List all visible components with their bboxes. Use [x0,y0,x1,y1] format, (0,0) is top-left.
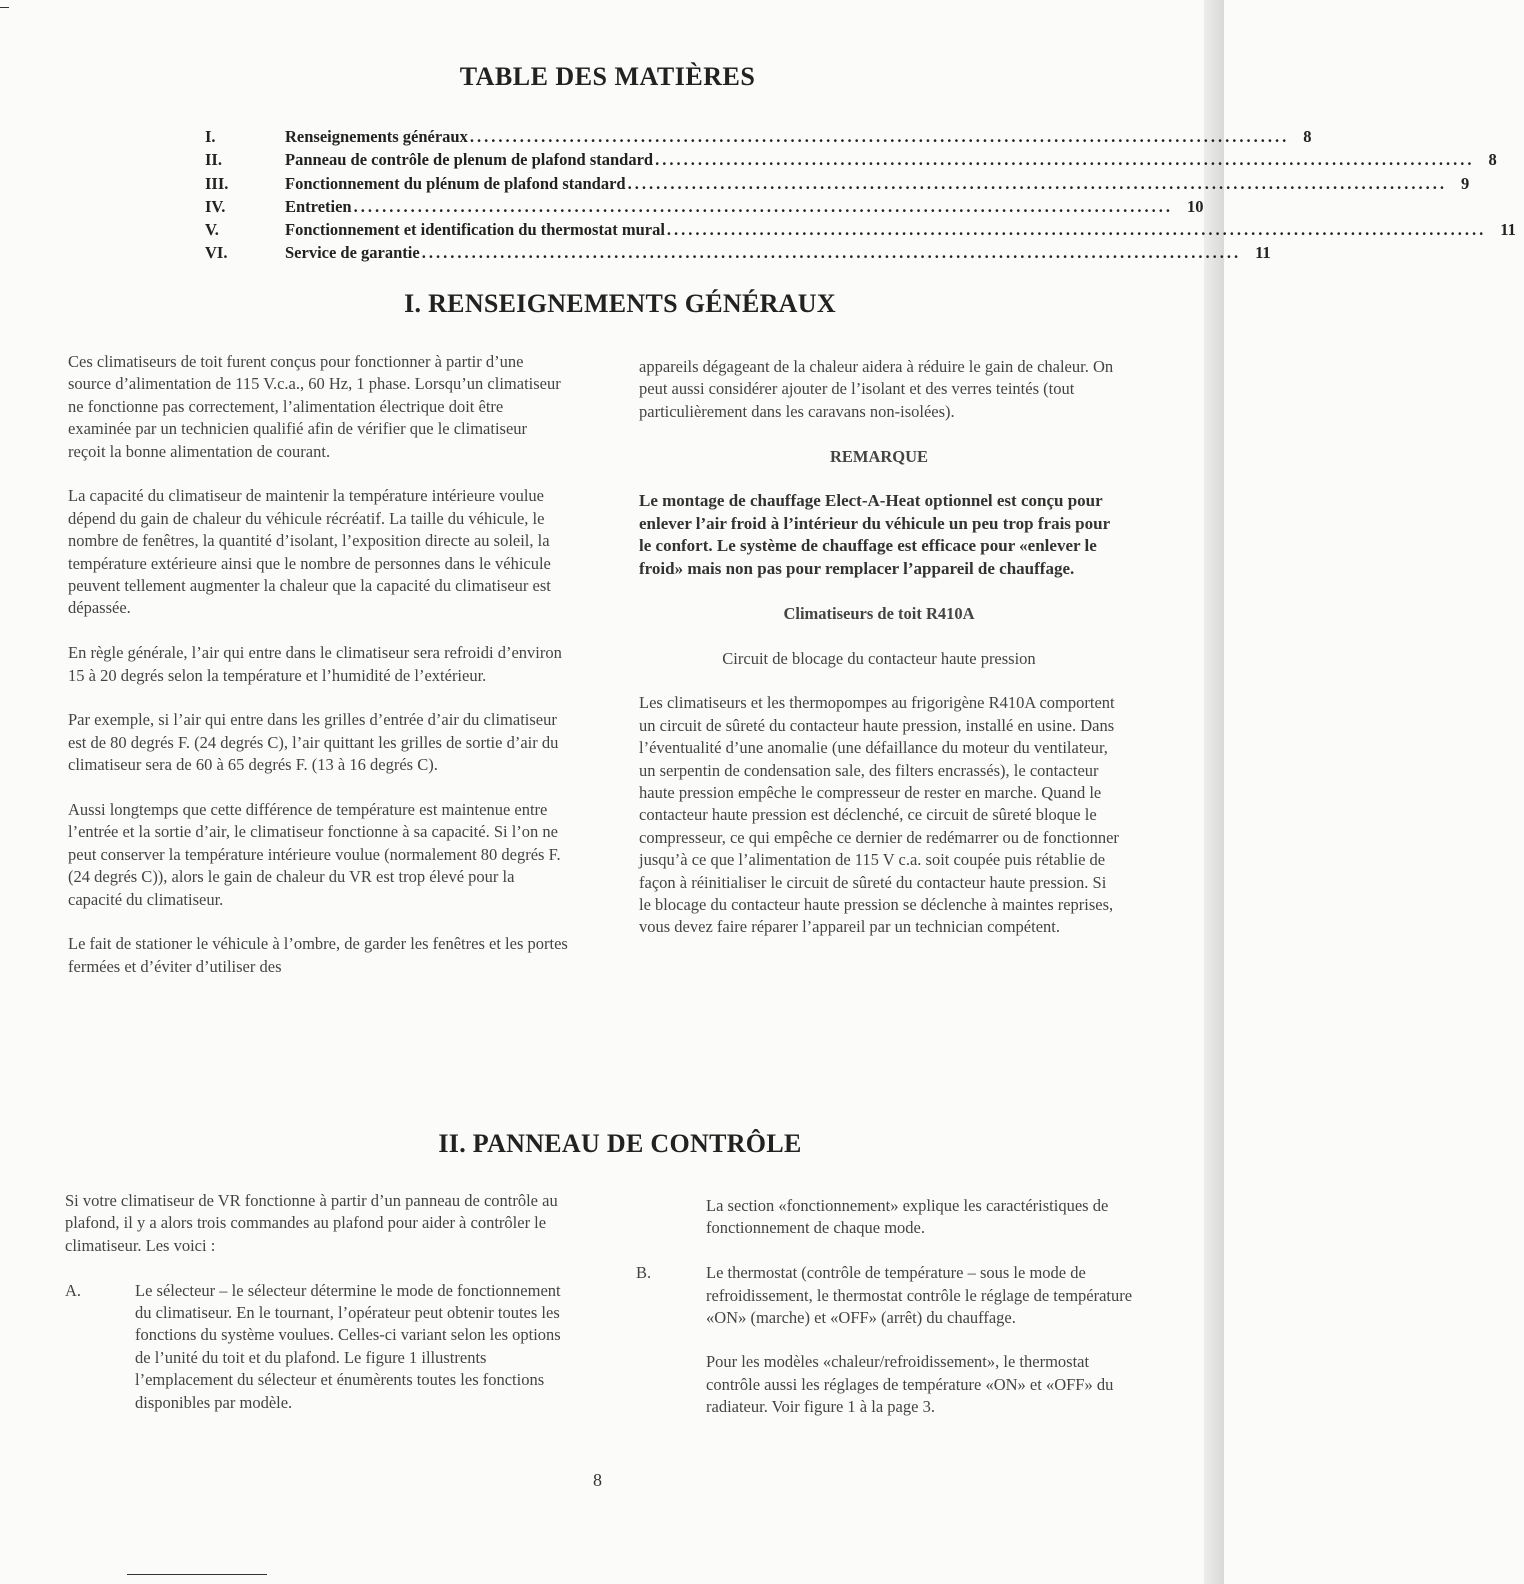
toc-entry-title: Fonctionnement et identification du thermostat mural [285,220,665,240]
paragraph: Aussi longtemps que cette différence de température est maintenue entre l’entrée et la sortie d’air, le climatiseur fonctionne à sa capacité. Si l’on ne peut conserver la température intérieure voulue (normalement 80 degrés F. (24 degrés C)), alors le gain de chaleur du VR est trop élevé pour la capacité du climatiseur. [68,800,561,909]
list-item-b [636,1262,1136,1329]
paragraph: Pour les modèles «chaleur/refroidissement», le thermostat contrôle aussi les réglages de température «ON» et «OFF» du radiateur. Voir figure 1 à la page 3. [706,1352,1114,1417]
toc-entry-number: V. [205,220,219,240]
toc-entry-page: 11 [1500,220,1516,240]
toc-entry[interactable] [205,150,1497,173]
toc-entry-title: Renseignements généraux [285,127,468,146]
paragraph: En règle générale, l’air qui entre dans le climatiseur sera refroidi d’environ 15 à 20 degrés selon la température et l’humidité de l’extérieur. [68,643,562,685]
page-number: 8 [593,1470,602,1490]
toc-leader-dots: ................................................................................................................... [655,150,1475,170]
remark-heading: REMARQUE [829,446,929,466]
section1-right-column [639,356,1119,961]
toc-leader-dots: ................................................................................................................... [353,196,1173,216]
toc-entry[interactable] [205,173,1470,197]
toc-leader-dots: ................................................................................................................... [666,220,1487,240]
paragraph: Ces climatiseurs de toit furent conçus pour fonctionner à partir d’une source d’alimentation de 115 V.c.a., 60 Hz, 1 phase. Lorsqu’un climatiseur ne fonctionne pas correctement, l’alimentation électrique doit être examinée par un technicien qualifié afin de vérifier que le climatiseur reçoit la bonne alimentation de courant. [68,352,561,461]
toc-entry-number: III. [205,173,229,193]
toc-entry-page: 10 [1186,196,1204,216]
section1-left-column [68,351,568,1001]
r410a-heading: Climatiseurs de toit R410A [783,603,975,623]
toc-entry-title: Service de garantie [285,243,420,263]
toc-entry-page: 8 [1488,150,1497,170]
section-heading-control-panel: II. PANNEAU DE CONTRÔLE [438,1129,802,1158]
toc-entry[interactable] [205,127,1312,150]
toc-entry-number: IV. [205,196,226,216]
toc-entry-number: II. [205,150,222,170]
list-item-text: Le sélecteur – le sélecteur détermine le mode de fonctionnement du climatiseur. En le tournant, l’opérateur peut obtenir toutes les fonctions du système voulues. Celles-ci variant selon les options de l’unité du toit et du plafond. Le figure 1 illustrents l’emplacement du sélecteur et énumèrents toutes les fonctions disponibles par modèle. [135,1280,561,1412]
toc-entry-page: 9 [1461,173,1470,193]
list-item-text: Le thermostat (contrôle de température – sous le mode de refroidissement, le thermostat contrôle le réglage de température «ON» (marche) et «OFF» (arrêt) du chauffage. [706,1263,1133,1328]
list-item-a [65,1280,565,1414]
footnote-rule [127,1574,267,1575]
toc-entry-title: Entretien [285,196,352,216]
toc-leader-dots: ................................................................................................................... [469,127,1290,146]
toc-entry-number: I. [205,127,216,146]
paragraph: appareils dégageant de la chaleur aidera à réduire le gain de chaleur. On peut aussi considérer ajouter de l’isolant et des verres teintés (tout particulièrement dans les caravans non-isolées). [639,357,1114,421]
paragraph: Si votre climatiseur de VR fonctionne à partir d’un panneau de contrôle au plafond, il y a alors trois commandes au plafond pour aider à contrôler le climatiseur. Les voici : [65,1191,558,1255]
r410a-subheading: Circuit de blocage du contacteur haute pression [722,648,1036,668]
toc-entry[interactable] [205,220,1516,243]
paragraph: La section «fonctionnement» explique les caractéristiques de fonctionnement de chaque mode. [706,1196,1109,1238]
toc-entry[interactable] [205,196,1204,220]
corner-mark [0,7,9,8]
paragraph: Par exemple, si l’air qui entre dans les grilles d’entrée d’air du climatiseur est de 80 degrés F. (24 degrés C), l’air quittant les grilles de sortie d’air du climatiseur sera de 60 à 65 degrés F. (13 à 16 degrés C). [68,710,559,775]
section2-right-column [636,1195,1136,1441]
paragraph: Les climatiseurs et les thermopompes au frigorigène R410A comportent un circuit de sûreté du contacteur haute pression, installé en usine. Dans l’éventualité d’une anomalie (une défaillance du moteur du ventilateur, un serpentin de condensation sale, des filters encrassés), le contacteur haute pression empêche le compresseur de rester en marche. Quand le contacteur haute pression est déclenché, ce circuit de sûreté bloque le compresseur, ce qui empêche ce dernier de redémarrer ou de fonctionner jusqu’à ce que l’alimentation de 115 V c.a. soit coupée puis rétablie de façon à réinitialiser le circuit de sûreté du contacteur haute pression. Si le blocage du contacteur haute pression se déclenche à maintes reprises, vous devez faire réparer l’appareil par un technician compétent. [639,693,1119,937]
list-item-letter: B. [636,1263,652,1283]
toc-leader-dots: ................................................................................................................... [421,243,1242,263]
toc-leader-dots: ................................................................................................................... [627,173,1447,193]
toc-entry-title: Fonctionnement du plénum de plafond standard [285,173,626,193]
list-item-letter: A. [65,1280,82,1300]
toc-entry-number: VI. [205,243,228,263]
table-of-contents [205,127,1516,267]
toc-entry-page: 11 [1255,243,1271,263]
remark-text: Le montage de chauffage Elect-A-Heat optionnel est conçu pour enlever l’air froid à l’intérieur du véhicule un peu trop frais pour le confort. Le système de chauffage est efficace pour «enlever le froid» mais non pas pour remplacer l’appareil de chauffage. [639,491,1110,578]
section2-left-column [65,1190,565,1414]
toc-entry-page: 8 [1303,127,1312,146]
toc-entry[interactable] [205,243,1271,266]
paragraph: Le fait de stationer le véhicule à l’ombre, de garder les fenêtres et les portes fermées et d’éviter d’utiliser des [68,934,568,976]
section-heading-general-info: I. RENSEIGNEMENTS GÉNÉRAUX [404,289,836,318]
toc-title: TABLE DES MATIÈRES [459,62,756,91]
toc-entry-title: Panneau de contrôle de plenum de plafond standard [285,150,654,170]
paragraph: La capacité du climatiseur de maintenir la température intérieure voulue dépend du gain de chaleur du véhicule récréatif. La taille du véhicule, le nombre de fenêtres, la quantité d’isolant, l’exposition directe au soleil, la température extérieure ainsi que le nombre de personnes dans le véhicule peuvent tellement augmenter la chaleur que la capacité du climatiseur est dépassée. [68,486,551,618]
